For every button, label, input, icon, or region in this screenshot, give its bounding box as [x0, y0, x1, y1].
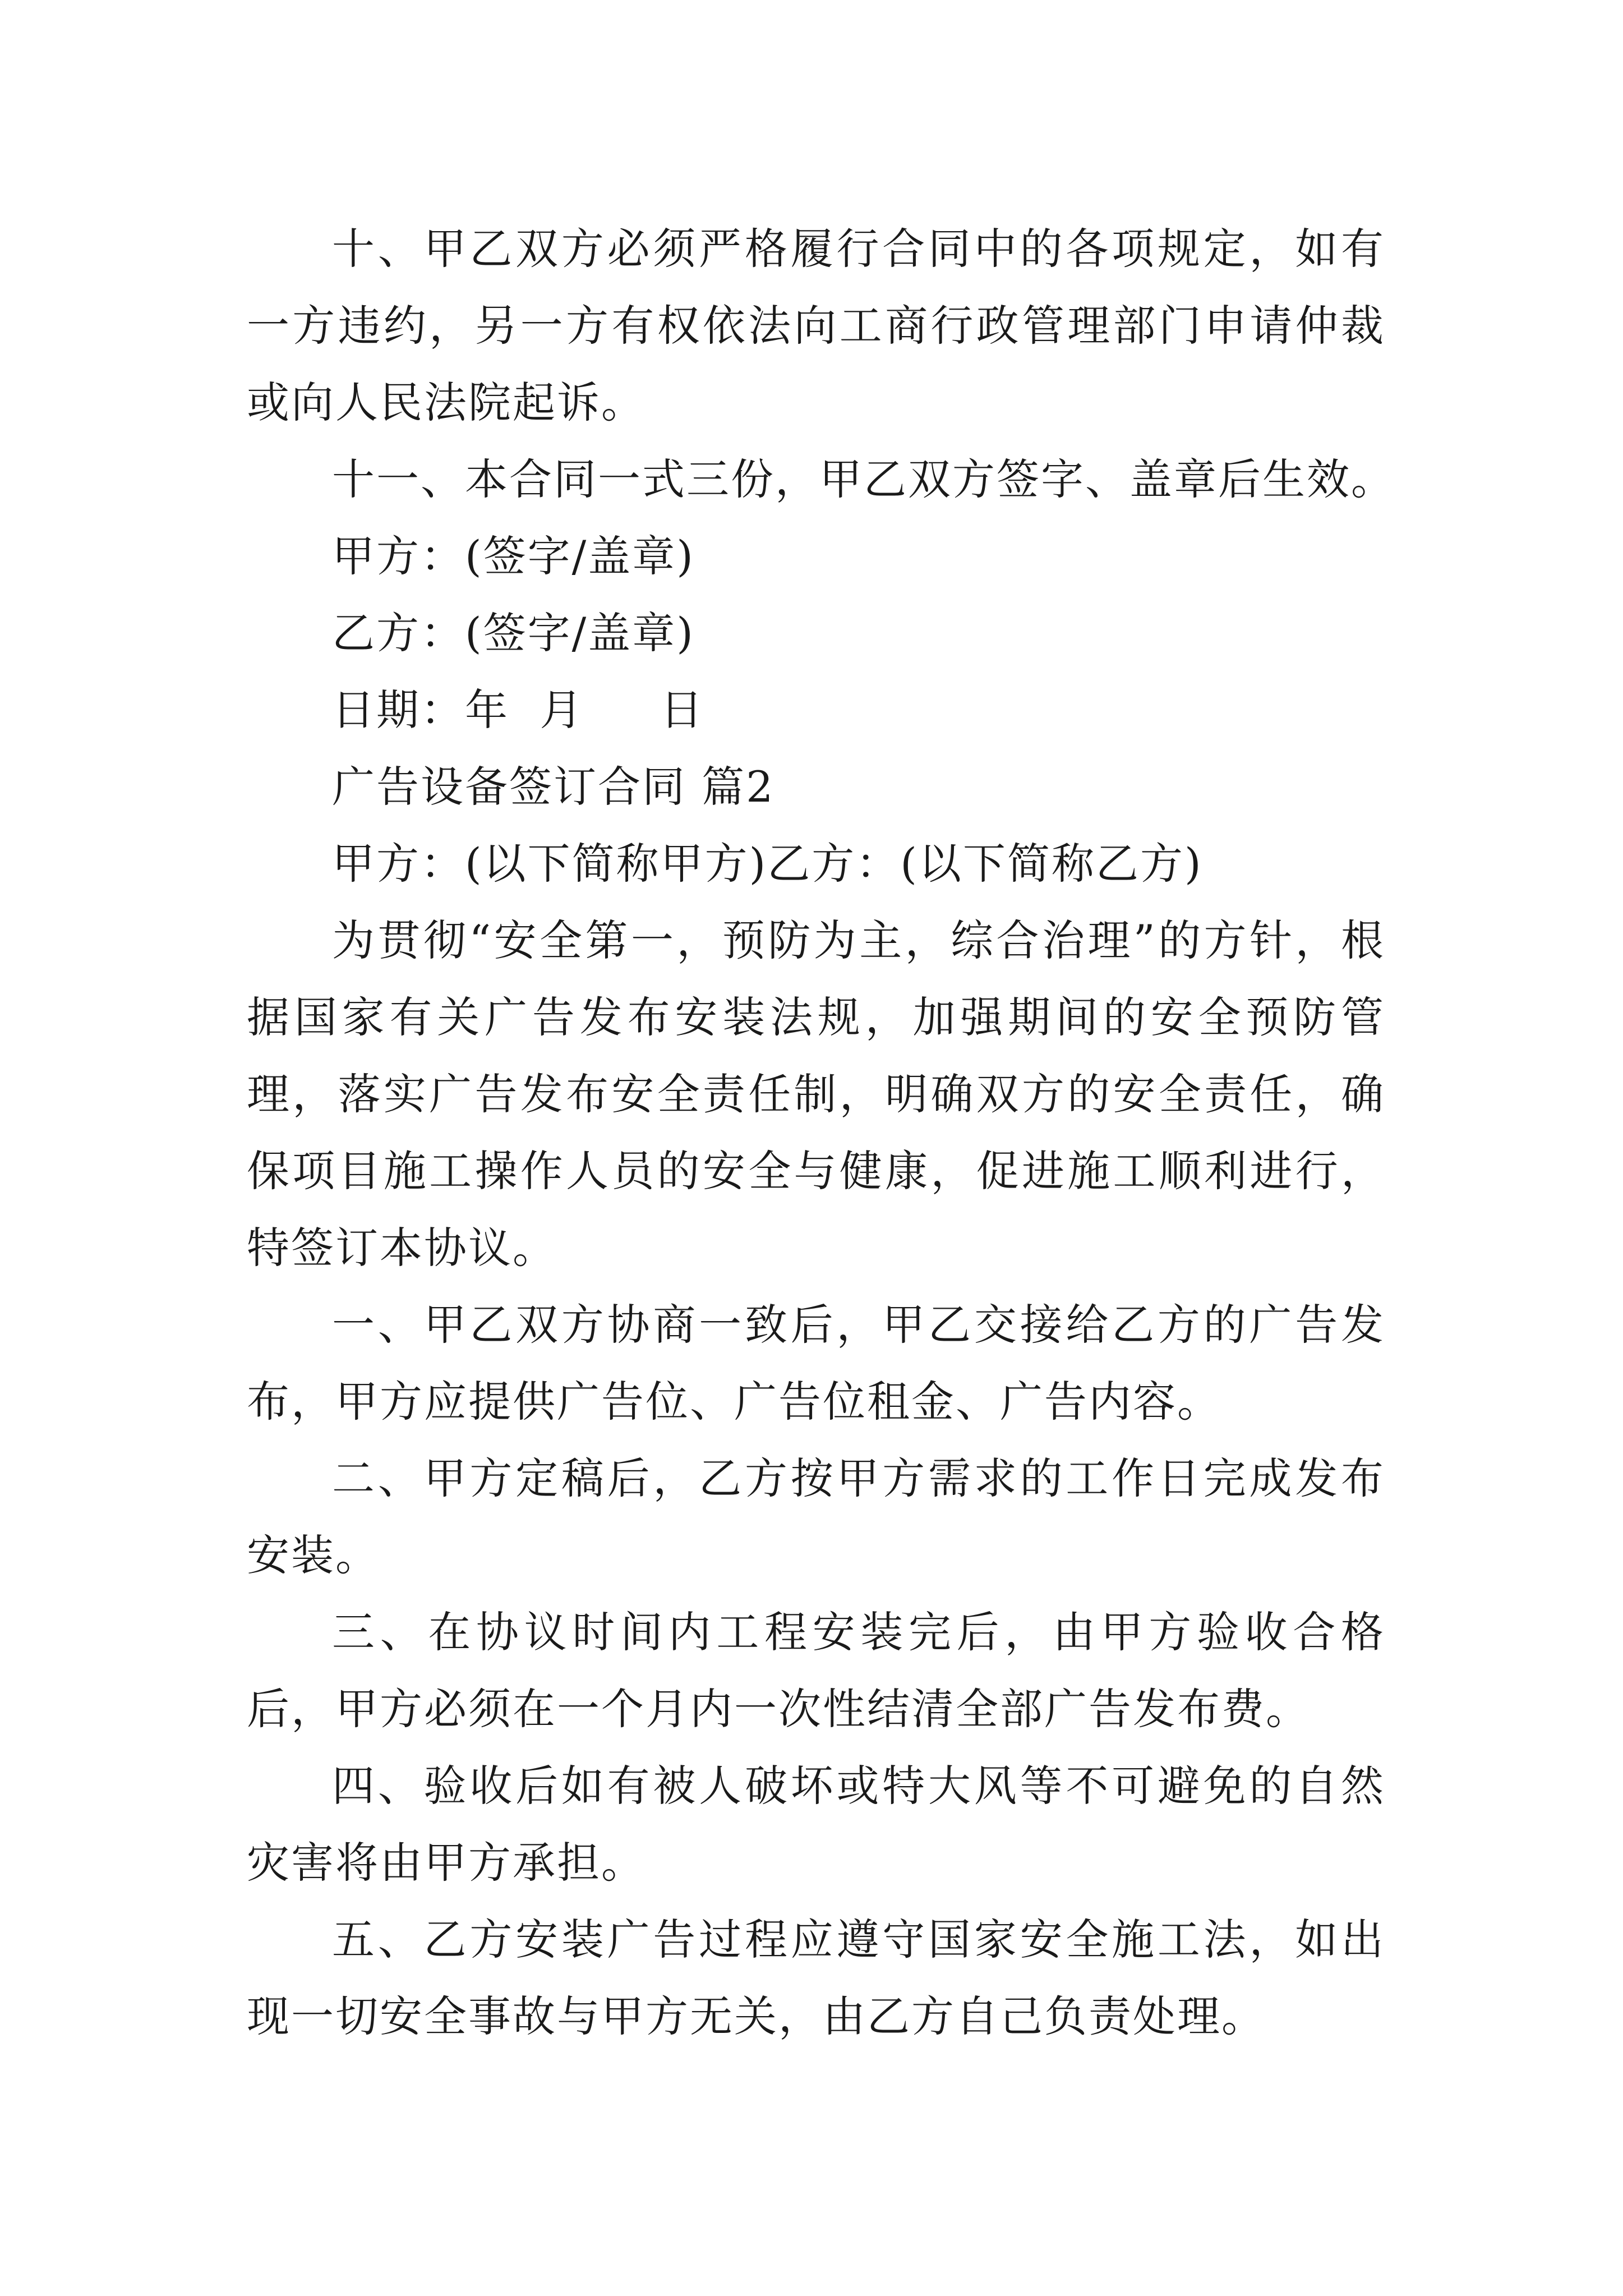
section-title: 广告设备签订合同 篇2	[332, 762, 775, 812]
clause-five: 五、乙方安装广告过程应遵守国家安全施工法，如出现一切安全事故与甲方无关，由乙方自己负责处理。	[247, 1915, 1385, 2041]
document-content	[247, 210, 1395, 2055]
clause-eleven: 十一、本合同一式三份，甲乙双方签字、盖章后生效。	[332, 454, 1395, 504]
parties-line: 甲方：(以下简称甲方)乙方：(以下简称乙方)	[332, 839, 1203, 889]
clause-three: 三、在协议时间内工程安装完后，由甲方验收合格后，甲方必须在一个月内一次性结清全部广告发布费。	[247, 1607, 1385, 1734]
clause-four: 四、验收后如有被人破坏或特大风等不可避免的自然灾害将由甲方承担。	[247, 1761, 1385, 1888]
party-b-signature: 乙方：(签字/盖章)	[332, 608, 695, 658]
clause-two: 二、甲方定稿后，乙方按甲方需求的工作日完成发布安装。	[247, 1453, 1385, 1580]
preamble-paragraph: 为贯彻“安全第一，预防为主，综合治理”的方针，根据国家有关广告发布安装法规，加强期间的安全预防管理，落实广告发布安全责任制，明确双方的安全责任，确保项目施工操作人员的安全与健康，促进施工顺利进行，特签订本协议。	[247, 915, 1385, 1273]
party-a-signature: 甲方：(签字/盖章)	[332, 531, 695, 581]
clause-one: 一、甲乙双方协商一致后，甲乙交接给乙方的广告发布，甲方应提供广告位、广告位租金、广告内容。	[247, 1300, 1385, 1427]
date-line: 日期：年 月 日	[332, 685, 705, 735]
clause-ten: 十、甲乙双方必须严格履行合同中的各项规定，如有一方违约，另一方有权依法向工商行政管理部门申请仲裁或向人民法院起诉。	[247, 224, 1385, 427]
